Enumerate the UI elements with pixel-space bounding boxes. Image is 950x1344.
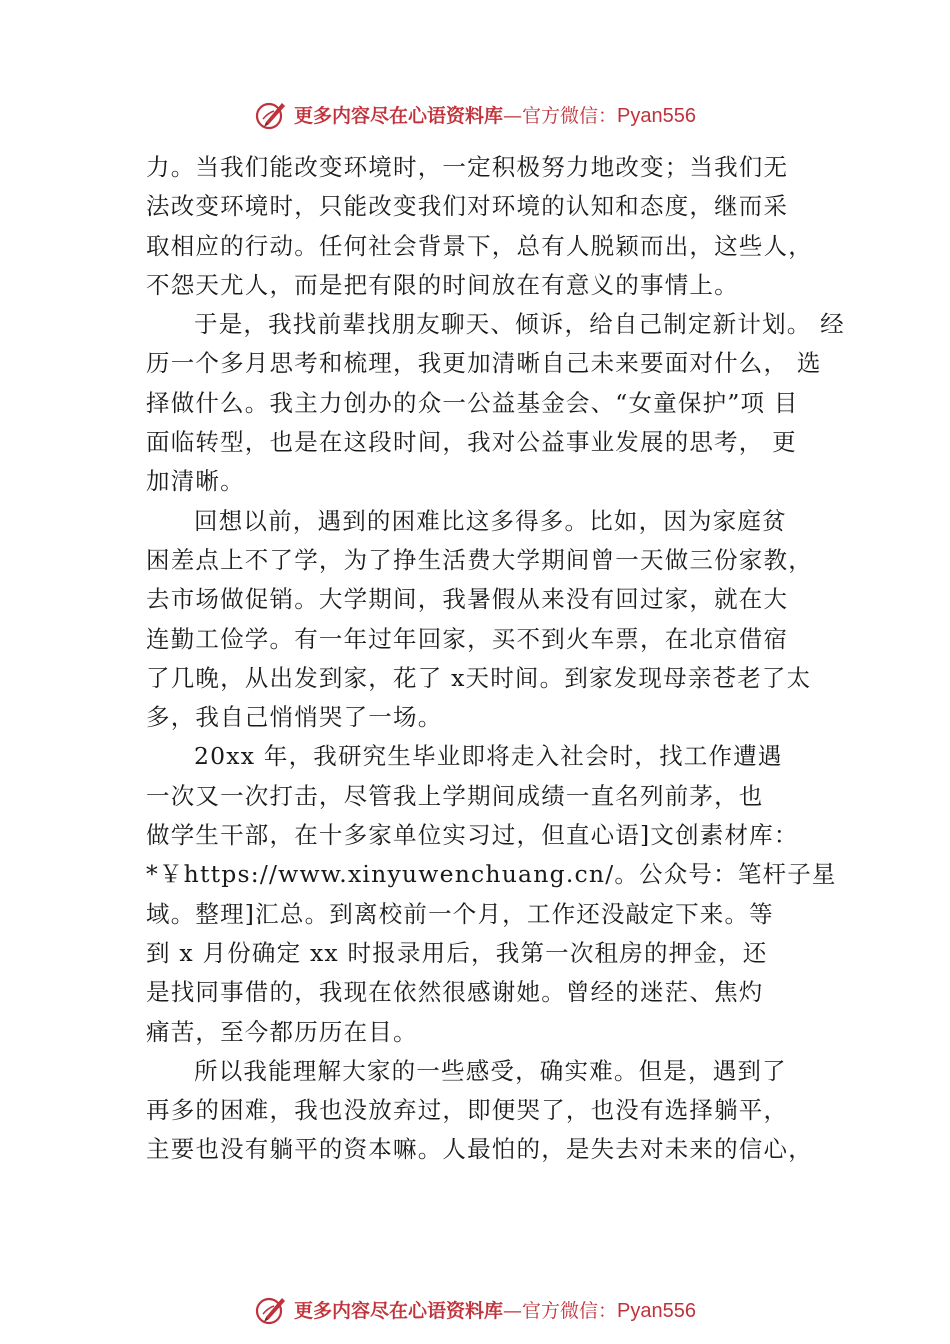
document-body — [146, 148, 845, 1170]
text-line: 再多的困难，我也没放弃过，即便哭了，也没有选择躺平， — [146, 1096, 789, 1125]
footer-library-text: 更多内容尽在心语资料库 — [294, 1299, 504, 1322]
text-line: 面临转型，也是在这段时间，我对公益事业发展的思考， 更 — [146, 428, 797, 457]
text-line: 不怨天尤人，而是把有限的时间放在有意义的事情上。 — [146, 270, 739, 299]
text-line: 加清晰。 — [146, 467, 245, 496]
text-line: 困差点上不了学，为了挣生活费大学期间曾一天做三份家教， — [146, 545, 813, 574]
header-official-label: 官方微信： — [522, 104, 618, 127]
text-line: 取相应的行动。任何社会背景下，总有人脱颖而出，这些人， — [146, 231, 813, 260]
text-line: 到 x 月份确定 xx 时报录用后，我第一次租房的押金，还 — [146, 938, 768, 967]
text-line: 主要也没有躺平的资本嘛。人最怕的，是失去对未来的信心， — [146, 1135, 813, 1164]
text-line: 历一个多月思考和梳理，我更加清晰自己未来要面对什么， 选 — [146, 349, 822, 378]
header-banner — [0, 94, 950, 134]
header-wechat-id: Pyan556 — [617, 104, 696, 127]
text-line: 择做什么。我主力创办的众一公益基金会、“女童保护”项 目 — [146, 388, 799, 417]
pen-logo-icon — [254, 97, 288, 131]
text-line: 去市场做促销。大学期间，我暑假从来没有回过家，就在大 — [146, 585, 789, 614]
text-line: 于是，我找前辈找朋友聊天、倾诉，给自己制定新计划。 经 — [194, 310, 845, 339]
footer-wechat-id: Pyan556 — [617, 1299, 696, 1322]
text-line: 连勤工俭学。有一年过年回家，买不到火车票，在北京借宿 — [146, 624, 789, 653]
text-line: 了几晚，从出发到家，花了 x天时间。到家发现母亲苍老了太 — [146, 663, 812, 692]
text-line: 域。整理]汇总。到离校前一个月，工作还没敲定下来。等 — [146, 899, 774, 928]
text-line: 所以我能理解大家的一些感受，确实难。但是，遇到了 — [194, 1056, 787, 1085]
text-line: 多，我自己悄悄哭了一场。 — [146, 703, 443, 732]
header-library-text: 更多内容尽在心语资料库 — [294, 104, 504, 127]
text-line: *￥https://www.xinyuwenchuang.cn/。公众号：笔杆子星 — [146, 860, 837, 889]
text-line: 痛苦，至今都历历在目。 — [146, 1017, 418, 1046]
text-line: 做学生干部，在十多家单位实习过，但直心语]文创素材库： — [146, 821, 799, 850]
footer-separator: — — [503, 1299, 523, 1322]
pen-logo-icon — [254, 1292, 288, 1326]
text-line: 是找同事借的，我现在依然很感谢她。曾经的迷茫、焦灼 — [146, 978, 764, 1007]
text-line: 回想以前，遇到的困难比这多得多。比如，因为家庭贫 — [194, 506, 787, 535]
header-separator: — — [503, 104, 523, 127]
text-line: 法改变环境时，只能改变我们对环境的认知和态度，继而采 — [146, 192, 789, 221]
text-line: 一次又一次打击，尽管我上学期间成绩一直名列前茅，也 — [146, 781, 764, 810]
text-line: 力。当我们能改变环境时，一定积极努力地改变；当我们无 — [146, 153, 789, 181]
footer-banner — [0, 1289, 950, 1329]
text-line: 20xx 年，我研究生毕业即将走入社会时，找工作遭遇 — [194, 742, 783, 771]
footer-official-label: 官方微信： — [522, 1299, 618, 1322]
